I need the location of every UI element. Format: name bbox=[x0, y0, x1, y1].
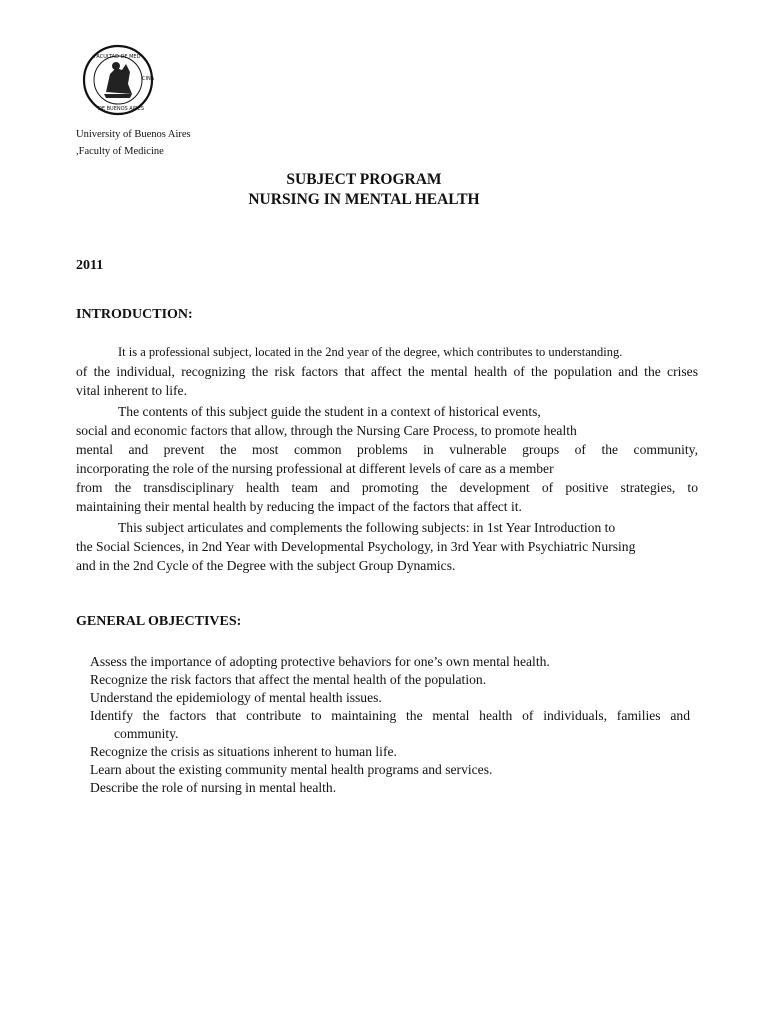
objective-text: Assess the importance of adopting protective behaviors for one’s own mental health. bbox=[90, 654, 550, 669]
objective-text: Understand the epidemiology of mental health issues. bbox=[90, 690, 382, 705]
paragraph-line: maintaining their mental health by reducing the impact of the factors that affect it. bbox=[76, 499, 522, 514]
paragraph-line: It is a professional subject, located in the 2nd year of the degree, which contributes to understanding. bbox=[118, 345, 623, 359]
intro-paragraph-2 bbox=[76, 402, 698, 516]
objective-text: Identify the factors that contribute to maintaining the mental health of individuals, families and bbox=[90, 708, 690, 723]
objective-text: Learn about the existing community mental health programs and services. bbox=[90, 762, 493, 777]
paragraph-line: incorporating the role of the nursing professional at different levels of care as a member bbox=[76, 461, 554, 476]
objectives-heading: GENERAL OBJECTIVES: bbox=[76, 614, 242, 629]
list-item bbox=[76, 779, 690, 797]
paragraph-line: mental and prevent the most common problems in vulnerable groups of the community, bbox=[76, 442, 698, 457]
paragraph-line: from the transdisciplinary health team and promoting the development of positive strategies, to bbox=[76, 480, 698, 495]
list-item bbox=[76, 671, 690, 689]
intro-paragraph-1 bbox=[76, 343, 698, 400]
paragraph-line: This subject articulates and complements the following subjects: in 1st Year Introduction to bbox=[118, 520, 616, 535]
introduction-heading: INTRODUCTION: bbox=[76, 307, 193, 322]
faculty-name: ,Faculty of Medicine bbox=[76, 146, 164, 157]
intro-paragraph-3 bbox=[76, 518, 698, 575]
svg-text:DE BUENOS AIRES: DE BUENOS AIRES bbox=[98, 106, 144, 112]
paragraph-line: The contents of this subject guide the student in a context of historical events, bbox=[118, 404, 541, 419]
paragraph-line: of the individual, recognizing the risk factors that affect the mental health of the population and the crises bbox=[76, 364, 698, 379]
list-item bbox=[76, 707, 690, 725]
list-item bbox=[76, 653, 690, 671]
objective-text: Recognize the risk factors that affect the mental health of the population. bbox=[90, 672, 487, 687]
paragraph-line: and in the 2nd Cycle of the Degree with the subject Group Dynamics. bbox=[76, 558, 456, 573]
institution-name: University of Buenos Aires bbox=[76, 129, 191, 140]
svg-text:CINA: CINA bbox=[142, 76, 155, 82]
program-year: 2011 bbox=[76, 258, 104, 273]
paragraph-line: vital inherent to life. bbox=[76, 383, 187, 398]
university-seal-logo bbox=[76, 44, 186, 124]
paragraph-line: the Social Sciences, in 2nd Year with Developmental Psychology, in 3rd Year with Psychiatric Nursing bbox=[76, 539, 636, 554]
header-block bbox=[76, 44, 216, 158]
objective-text: Describe the role of nursing in mental health. bbox=[90, 780, 337, 795]
list-item bbox=[76, 761, 690, 779]
list-item-continuation bbox=[76, 725, 690, 743]
document-subtitle: NURSING IN MENTAL HEALTH bbox=[248, 191, 480, 208]
objectives-list bbox=[76, 653, 690, 797]
paragraph-line: social and economic factors that allow, through the Nursing Care Process, to promote health bbox=[76, 423, 577, 438]
list-item bbox=[76, 743, 690, 761]
list-item bbox=[76, 689, 690, 707]
objective-text: Recognize the crisis as situations inherent to human life. bbox=[90, 744, 397, 759]
svg-text:FACULTAD DE MED: FACULTAD DE MED bbox=[94, 54, 141, 60]
document-title: SUBJECT PROGRAM bbox=[286, 171, 442, 188]
objective-text-continuation: community. bbox=[114, 726, 179, 741]
